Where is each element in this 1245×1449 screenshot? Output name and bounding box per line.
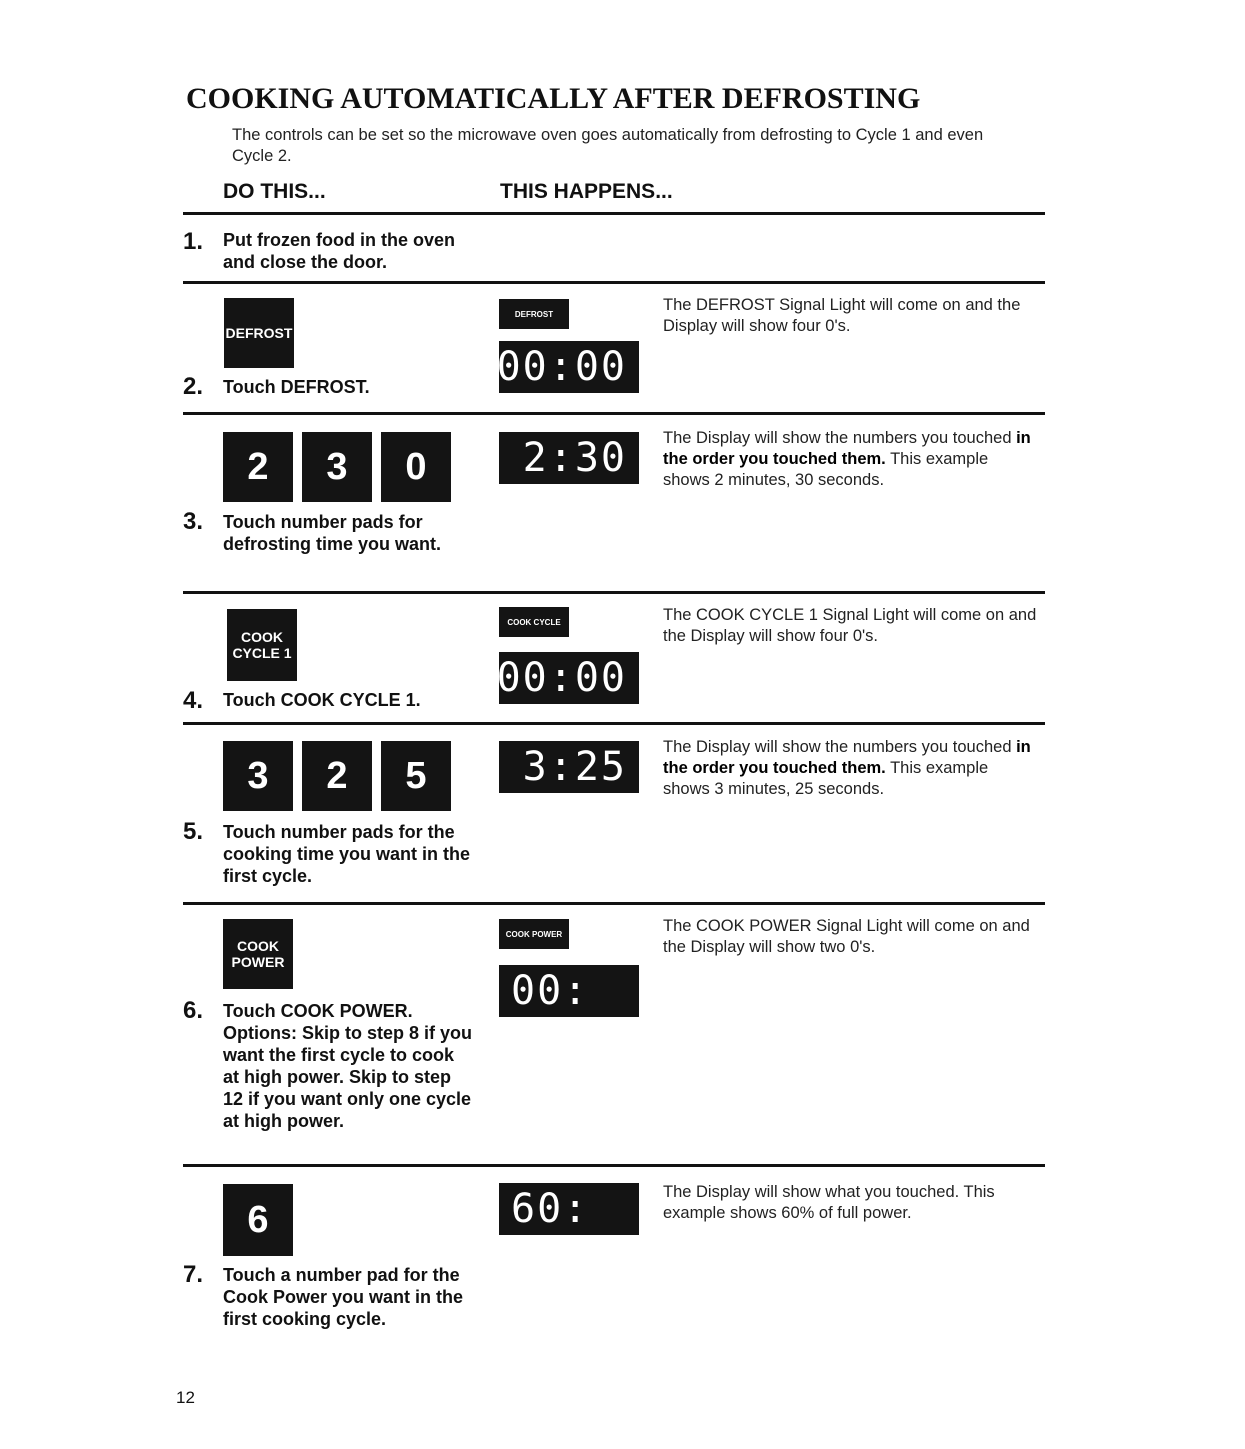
display: 2:30: [499, 432, 639, 484]
step-text: Touch number pads for the cooking time you want in the first cycle.: [223, 822, 471, 886]
number-pad[interactable]: 2: [302, 741, 372, 811]
step-description: The COOK CYCLE 1 Signal Light will come on and the Display will show four 0's.: [663, 606, 1037, 645]
number-pad[interactable]: 2: [223, 432, 293, 502]
step-text: Touch number pads for defrosting time you want.: [223, 512, 442, 554]
step-number: 2.: [183, 373, 204, 400]
step-number: 4.: [183, 687, 204, 714]
number-pad[interactable]: 3: [223, 741, 293, 811]
page-number: 12: [176, 1388, 195, 1407]
step-description: The Display will show the numbers you touched in the order you touched them. This example shows 2 minutes, 30 seconds.: [663, 429, 1031, 489]
step-text: Touch COOK POWER. Options: Skip to step 8 if you want the first cycle to cook at high power. Skip to step 12 if you want only one cycle at high power.: [223, 1001, 473, 1131]
divider: [183, 412, 1045, 415]
number-pad[interactable]: 6: [223, 1184, 293, 1256]
step-number: 6.: [183, 997, 204, 1024]
cook-power-pad[interactable]: COOK POWER: [223, 919, 293, 989]
step-text: Touch DEFROST.: [223, 377, 370, 397]
cook-cycle-1-pad[interactable]: COOK CYCLE 1: [227, 609, 297, 681]
display: 00:: [499, 965, 639, 1017]
step-description: The COOK POWER Signal Light will come on and the Display will show two 0's.: [663, 917, 1030, 956]
step-number: 5.: [183, 818, 204, 845]
divider: [183, 1164, 1045, 1167]
column-heading-happens: THIS HAPPENS...: [500, 180, 673, 203]
number-pad[interactable]: 5: [381, 741, 451, 811]
defrost-pad[interactable]: DEFROST: [224, 298, 294, 368]
divider: [183, 212, 1045, 215]
divider: [183, 281, 1045, 284]
divider: [183, 591, 1045, 594]
number-pad[interactable]: 0: [381, 432, 451, 502]
step-number: 1.: [183, 228, 204, 255]
cook-power-signal-light: COOK POWER: [499, 919, 569, 949]
step-text: Put frozen food in the oven and close the door.: [223, 230, 455, 272]
step-text: Touch COOK CYCLE 1.: [223, 690, 421, 710]
column-heading-do: DO THIS...: [223, 180, 326, 203]
cook-cycle-signal-light: COOK CYCLE: [499, 607, 569, 637]
divider: [183, 902, 1045, 905]
number-pad[interactable]: 3: [302, 432, 372, 502]
intro-text: The controls can be set so the microwave oven goes automatically from defrosting to Cycle 1 and even Cycle 2.: [232, 126, 984, 165]
defrost-signal-light: DEFROST: [499, 299, 569, 329]
step-description: The Display will show the numbers you touched in the order you touched them. This example shows 3 minutes, 25 seconds.: [663, 738, 1031, 798]
page-title: COOKING AUTOMATICALLY AFTER DEFROSTING: [186, 82, 921, 115]
step-text: Touch a number pad for the Cook Power you want in the first cooking cycle.: [223, 1265, 464, 1329]
display: 00:00: [499, 341, 639, 393]
step-number: 7.: [183, 1261, 204, 1288]
step-number: 3.: [183, 508, 204, 535]
display: 3:25: [499, 741, 639, 793]
display: 00:00: [499, 652, 639, 704]
display: 60:: [499, 1183, 639, 1235]
step-description: The Display will show what you touched. This example shows 60% of full power.: [663, 1183, 995, 1222]
divider: [183, 722, 1045, 725]
step-description: The DEFROST Signal Light will come on and the Display will show four 0's.: [663, 296, 1021, 335]
